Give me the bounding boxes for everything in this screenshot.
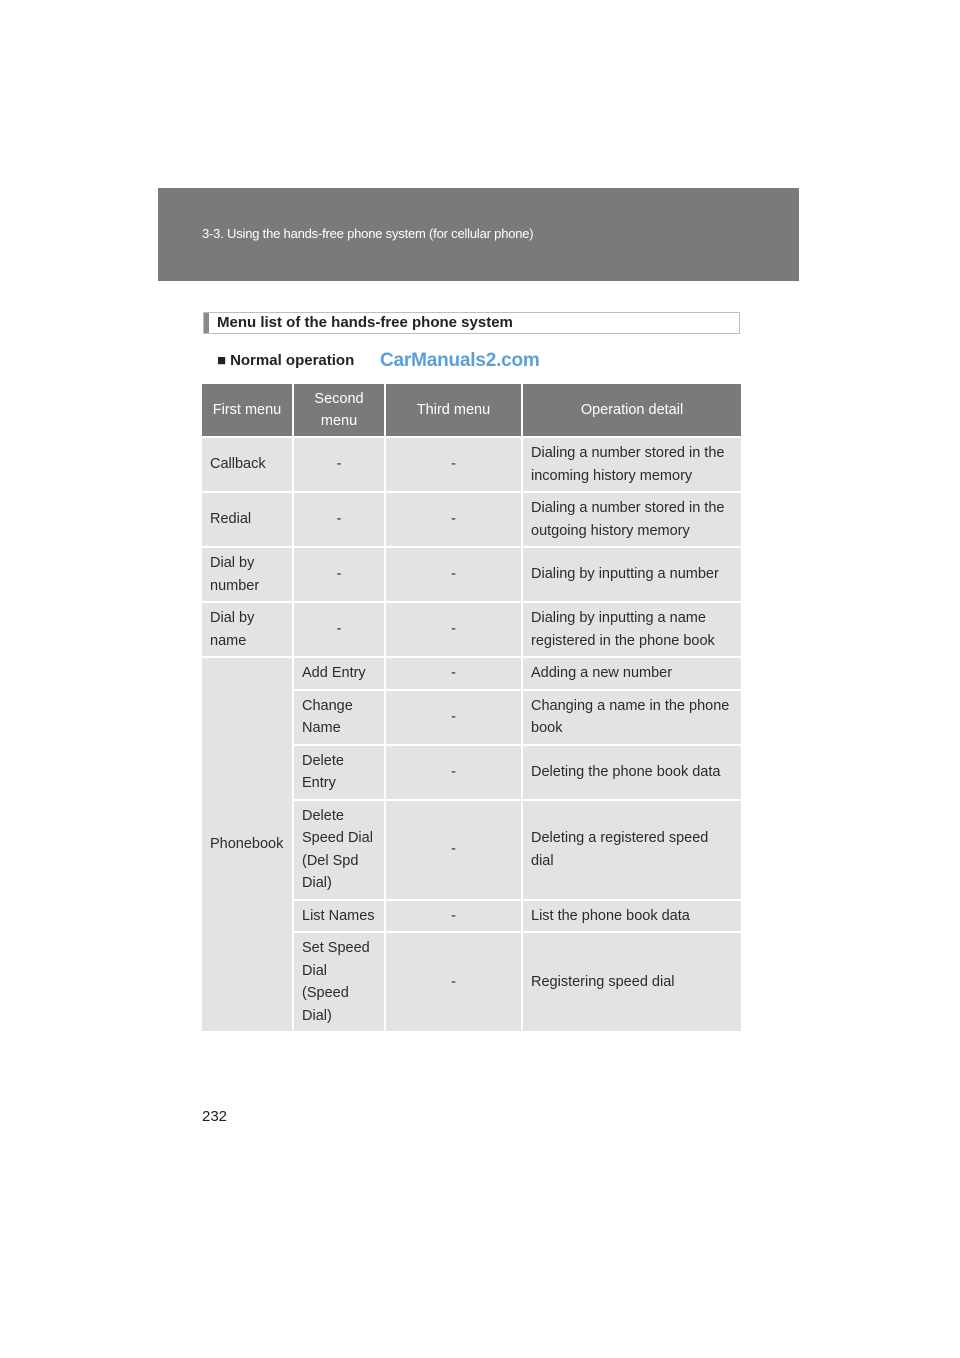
cell-operation-detail: List the phone book data — [522, 900, 741, 933]
table-header-row — [202, 384, 741, 437]
cell-operation-detail: Dialing a number stored in the incoming history memory — [522, 437, 741, 492]
table-row — [202, 602, 741, 657]
cell-operation-detail: Dialing by inputting a number — [522, 547, 741, 602]
cell-operation-detail: Dialing a number stored in the outgoing history memory — [522, 492, 741, 547]
subheading-text: Normal operation — [230, 352, 355, 369]
table-row — [202, 492, 741, 547]
cell-operation-detail: Adding a new number — [522, 657, 741, 690]
table-row — [202, 437, 741, 492]
cell-operation-detail: Registering speed dial — [522, 932, 741, 1031]
cell-operation-detail: Changing a name in the phone book — [522, 690, 741, 745]
header-band — [158, 188, 799, 281]
cell-third-menu: - — [385, 690, 522, 745]
cell-third-menu: - — [385, 932, 522, 1031]
cell-second-menu: Delete Entry — [293, 745, 385, 800]
cell-first-menu: Dial by number — [202, 547, 293, 602]
menu-title-box — [203, 312, 740, 334]
cell-third-menu: - — [385, 492, 522, 547]
cell-second-menu: - — [293, 602, 385, 657]
cell-first-menu-phonebook: Phonebook — [202, 657, 293, 1031]
cell-third-menu: - — [385, 602, 522, 657]
cell-first-menu: Dial by name — [202, 602, 293, 657]
cell-first-menu: Redial — [202, 492, 293, 547]
header-third-menu: Third menu — [385, 384, 522, 437]
cell-operation-detail: Dialing by inputting a name registered in the phone book — [522, 602, 741, 657]
cell-second-menu: Set Speed Dial (Speed Dial) — [293, 932, 385, 1031]
header-first-menu: First menu — [202, 384, 293, 437]
title-accent-bar — [204, 313, 209, 333]
menu-title: Menu list of the hands-free phone system — [217, 314, 513, 331]
cell-second-menu: - — [293, 492, 385, 547]
cell-third-menu: - — [385, 547, 522, 602]
watermark: CarManuals2.com — [380, 350, 540, 371]
page-number: 232 — [202, 1108, 228, 1125]
cell-third-menu: - — [385, 800, 522, 900]
subheading — [217, 352, 354, 369]
cell-third-menu: - — [385, 437, 522, 492]
cell-third-menu: - — [385, 657, 522, 690]
cell-operation-detail: Deleting the phone book data — [522, 745, 741, 800]
table-row — [202, 657, 741, 690]
cell-second-menu: List Names — [293, 900, 385, 933]
menu-table — [202, 384, 741, 1031]
table-row — [202, 547, 741, 602]
cell-second-menu: - — [293, 547, 385, 602]
cell-third-menu: - — [385, 745, 522, 800]
section-title: 3-3. Using the hands-free phone system (for cellular phone) — [202, 226, 534, 241]
cell-third-menu: - — [385, 900, 522, 933]
header-operation-detail: Operation detail — [522, 384, 741, 437]
header-second-menu: Second menu — [293, 384, 385, 437]
cell-second-menu: Add Entry — [293, 657, 385, 690]
cell-second-menu: Change Name — [293, 690, 385, 745]
cell-second-menu: - — [293, 437, 385, 492]
cell-operation-detail: Deleting a registered speed dial — [522, 800, 741, 900]
cell-second-menu: Delete Speed Dial (Del Spd Dial) — [293, 800, 385, 900]
cell-first-menu: Callback — [202, 437, 293, 492]
square-bullet-icon: ■ — [217, 352, 227, 369]
